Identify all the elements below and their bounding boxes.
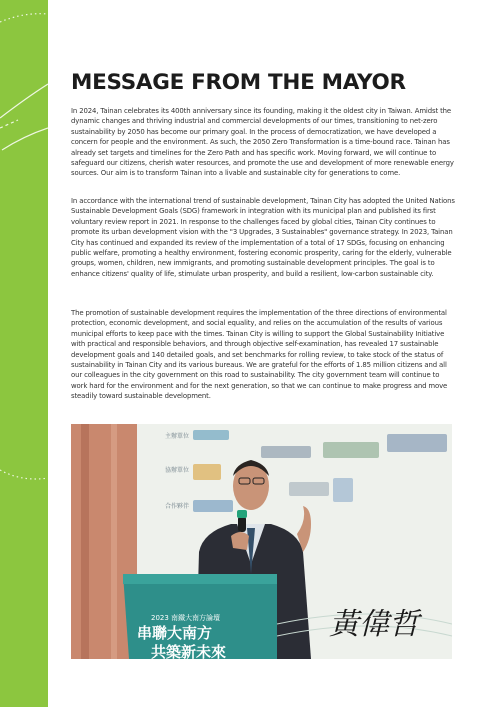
message-paragraph-2: In accordance with the international trend of sustainable development, Tainan City has adopted the United Nations Sustainable Development Goals (SDG) framework in integration with its municipal plan and published its first voluntary review report in 2021. In response to the challenges faced by global cities, Tainan City continues to promote its urban development vision with the "3 Upgrades, 3 Sustainables" governance strategy. In 2023, Tainan City has continued and expanded its review of the implementation of a total of 17 SDGs, focusing on enhancing public welfare, promoting a healthy environment, fostering economic prosperity, caring for the elderly, vulnerable groups, women, children, new immigrants, and promoting sustainable development principles. The goal is to enhance citizens' quality of life, stimulate urban prosperity, and build a resilient, low-carbon sustainable city. [71,197,455,278]
backdrop-label-3: 合作夥伴 [165,503,190,510]
green-sidebar [0,0,48,707]
backdrop-label-2: 協辦單位 [165,467,190,474]
podium-subtitle: 2023 南鐵大南方論壇 [151,614,221,622]
sidebar-decoration [0,0,48,707]
mayor-signature: 黃偉哲 [329,607,419,642]
backdrop-label-1: 主辦單位 [165,433,190,440]
podium-headline-2: 共築新未來 [151,643,227,659]
podium-headline-1: 串聯大南方 [137,624,213,642]
message-paragraph-3: The promotion of sustainable development requires the implementation of the three directions of environmental protection, economic development, and social equality, and relies on the accumulation of the results of various municipal efforts to keep pace with the times. Tainan City is willing to support the Global Sustainability Initiative with practical and responsible behaviors, and through objective self-examination, has revealed 17 sustainable development goals and 140 detailed goals, and set benchmarks for rolling review, to take stock of the status of sustainability in Tainan City and its various bureaus. We are grateful for the efforts of 1.85 million citizens and all our colleagues in the city government on this road to sustainability. The city government team will continue to work hard for the environment and for the next generation, so that we can continue to make progress and move steadily toward sustainable development. [71,309,448,401]
mayor-speech-illustration [71,424,452,659]
page-title: MESSAGE FROM THE MAYOR [71,70,406,95]
message-paragraph-1: In 2024, Tainan celebrates its 400th anniversary since its founding, making it the oldest city in Taiwan. Amidst the dynamic changes and thriving industrial and commercial developments of our times, transitioning to net-zero sustainability by 2050 has become our primary goal. In the process of democratization, we have developed a concern for people and the environment. As such, the 2050 Zero Transformation is a time-bound race. Tainan has already set targets and timelines for the Zero Path and has specific work. Moving forward, we will continue to safeguard our citizens, cherish water resources, and promote the use and development of more renewable energy sources. Our aim is to transform Tainan into a livable and sustainable city for generations to come. [71,107,454,178]
mayor-photo [71,424,452,659]
podium [123,574,277,659]
